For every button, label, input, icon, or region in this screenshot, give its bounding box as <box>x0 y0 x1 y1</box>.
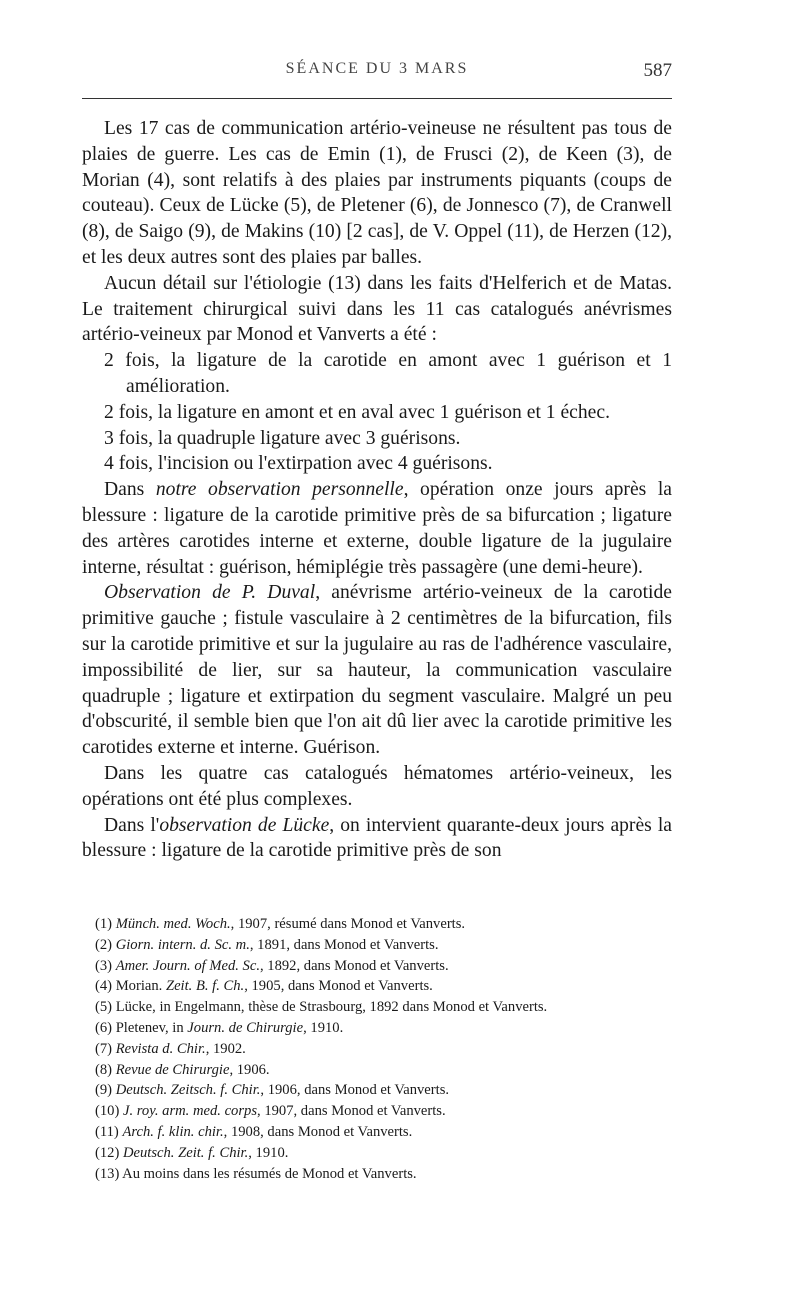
body-text <box>82 116 672 864</box>
list-item: 2 fois, la ligature en amont et en aval avec 1 guérison et 1 échec. <box>104 401 610 423</box>
text-span: Dans l' <box>104 814 160 836</box>
footnote-text: , 1891, dans Monod et Vanverts. <box>249 936 439 953</box>
footnote <box>95 1164 675 1185</box>
footnote-text: , 1892, dans Monod et Vanverts. <box>259 957 449 974</box>
footnote <box>95 1018 675 1039</box>
list-item: 4 fois, l'incision ou l'extirpation avec 4 guérisons. <box>104 453 493 475</box>
paragraph <box>82 580 672 761</box>
list-item: 2 fois, la ligature de la carotide en amont avec 1 guérison et 1 amélioration. <box>104 350 672 397</box>
footnote-number: (4) <box>95 978 113 995</box>
footnote-number: (2) <box>95 936 113 953</box>
footnote <box>95 914 675 935</box>
footnote-text: , 1910. <box>303 1019 344 1036</box>
footnote-source: Deutsch. Zeit. f. Chir. <box>122 1144 249 1161</box>
paragraph: Aucun détail sur l'étiologie (13) dans les faits d'Helferich et de Matas. Le traitement chirurgical suivi dans les 11 cas catalogués anévrismes artério-veineux par Monod et Vanverts a été : <box>82 272 672 346</box>
footnote-text: , 1907, dans Monod et Vanverts. <box>257 1103 446 1120</box>
footnote-number: (8) <box>95 1061 113 1078</box>
text-span: , on intervient quarante-deux jours après la blessure : ligature de la carotide primitive près de son <box>82 814 672 862</box>
footnote <box>95 935 675 956</box>
running-title: SÉANCE DU 3 MARS <box>285 60 469 77</box>
text-span: , anévrisme artério-veineux de la carotide primitive gauche ; fistule vasculaire à 2 centimètres de la bifurcation, fils sur la carotide primitive et sur la jugulaire au ras de l'adhérence vasculaire, impossibilité de lier, sur sa hauteur, la communication vasculaire quadruple ; ligature et extirpation du segment vasculaire. Malgré un peu d'obscurité, il semble bien que l'on ait dû lier avec la carotide primitive les carotides externe et interne. Guérison. <box>82 582 672 759</box>
footnote-text: , 1910. <box>248 1144 289 1161</box>
footnote-source: Münch. med. Woch. <box>115 916 231 932</box>
paragraph: Les 17 cas de communication artério-veineuse ne résultent pas tous de plaies de guerre. Les cas de Emin (1), de Frusci (2), de Keen (3), de Morian (4), sont relatifs à des plaies par instruments piquants (coups de couteau). Ceux de Lücke (5), de Pletener (6), de Jonnesco (7), de Cranwell (8), de Saigo (9), de Makins (10) [2 cas], de V. Oppel (11), de Herzen (12), et les deux autres sont des plaies par balles. <box>82 118 672 268</box>
footnote <box>95 1039 675 1060</box>
paragraph <box>82 813 672 865</box>
footnote-text: Pletenev, in <box>115 1019 188 1036</box>
footnote-text: Morian. <box>115 978 166 995</box>
footnote <box>95 976 675 997</box>
footnote-source: Giorn. intern. d. Sc. m. <box>115 936 250 953</box>
header-rule <box>82 98 672 99</box>
footnote-number: (12) <box>95 1144 120 1161</box>
footnote <box>95 956 675 977</box>
text-span: , opération onze jours après la blessure : ligature de la carotide primitive près de sa bifurcation ; ligature des artères carotides interne et externe, double ligature de la jugulaire interne, résultat : guérison, hémiplégie très passagère (une demi-heure). <box>82 479 672 578</box>
text-span: Dans <box>104 479 156 501</box>
footnote-number: (3) <box>95 957 113 974</box>
footnote-source: Revue de Chirurgie <box>115 1061 230 1078</box>
page-number: 587 <box>643 60 672 81</box>
footnote <box>95 1060 675 1081</box>
footnote-text: Lücke, in Engelmann, thèse de Strasbourg, 1892 dans Monod et Vanverts. <box>115 999 548 1016</box>
paragraph: Dans les quatre cas catalogués hématomes artério-veineux, les opérations ont été plus complexes. <box>82 762 672 810</box>
footnote-source: J. roy. arm. med. corps <box>122 1103 258 1120</box>
footnote-text: , 1905, dans Monod et Vanverts. <box>244 978 433 995</box>
page-header <box>82 60 672 90</box>
footnote <box>95 1080 675 1101</box>
footnote-number: (1) <box>95 916 113 932</box>
footnote-text: , 1908, dans Monod et Vanverts. <box>223 1123 413 1140</box>
footnote <box>95 1143 675 1164</box>
italic-reference: Observation de P. Duval <box>104 582 316 604</box>
footnote-source: Revista d. Chir. <box>115 1040 206 1057</box>
footnote-number: (5) <box>95 999 113 1016</box>
footnote <box>95 1101 675 1122</box>
footnotes <box>95 914 675 1184</box>
footnote-text: , 1906. <box>229 1061 270 1078</box>
footnote-source: Deutsch. Zeitsch. f. Chir. <box>115 1082 261 1099</box>
footnote-number: (10) <box>95 1103 120 1120</box>
footnote-source: Arch. f. klin. chir. <box>122 1123 224 1140</box>
footnote-number: (11) <box>95 1123 119 1140</box>
italic-reference: notre observation personnelle <box>155 479 404 501</box>
footnote-number: (9) <box>95 1082 113 1099</box>
italic-reference: observation de Lücke <box>159 814 330 836</box>
footnote-number: (13) <box>95 1165 120 1182</box>
footnote-source: Amer. Journ. of Med. Sc. <box>115 957 260 974</box>
footnote-source: Zeit. B. f. Ch. <box>165 978 245 995</box>
footnote-source: Journ. de Chirurgie <box>187 1019 304 1036</box>
paragraph <box>82 477 672 580</box>
footnote <box>95 1122 675 1143</box>
footnote <box>95 997 675 1018</box>
footnote-number: (7) <box>95 1040 113 1057</box>
footnote-number: (6) <box>95 1019 113 1036</box>
footnote-text: Au moins dans les résumés de Monod et Vanverts. <box>122 1165 417 1182</box>
footnote-text: , 1907, résumé dans Monod et Vanverts. <box>230 916 466 932</box>
footnote-text: , 1906, dans Monod et Vanverts. <box>260 1082 450 1099</box>
list-item: 3 fois, la quadruple ligature avec 3 guérisons. <box>104 427 461 449</box>
footnote-text: , 1902. <box>205 1040 246 1057</box>
